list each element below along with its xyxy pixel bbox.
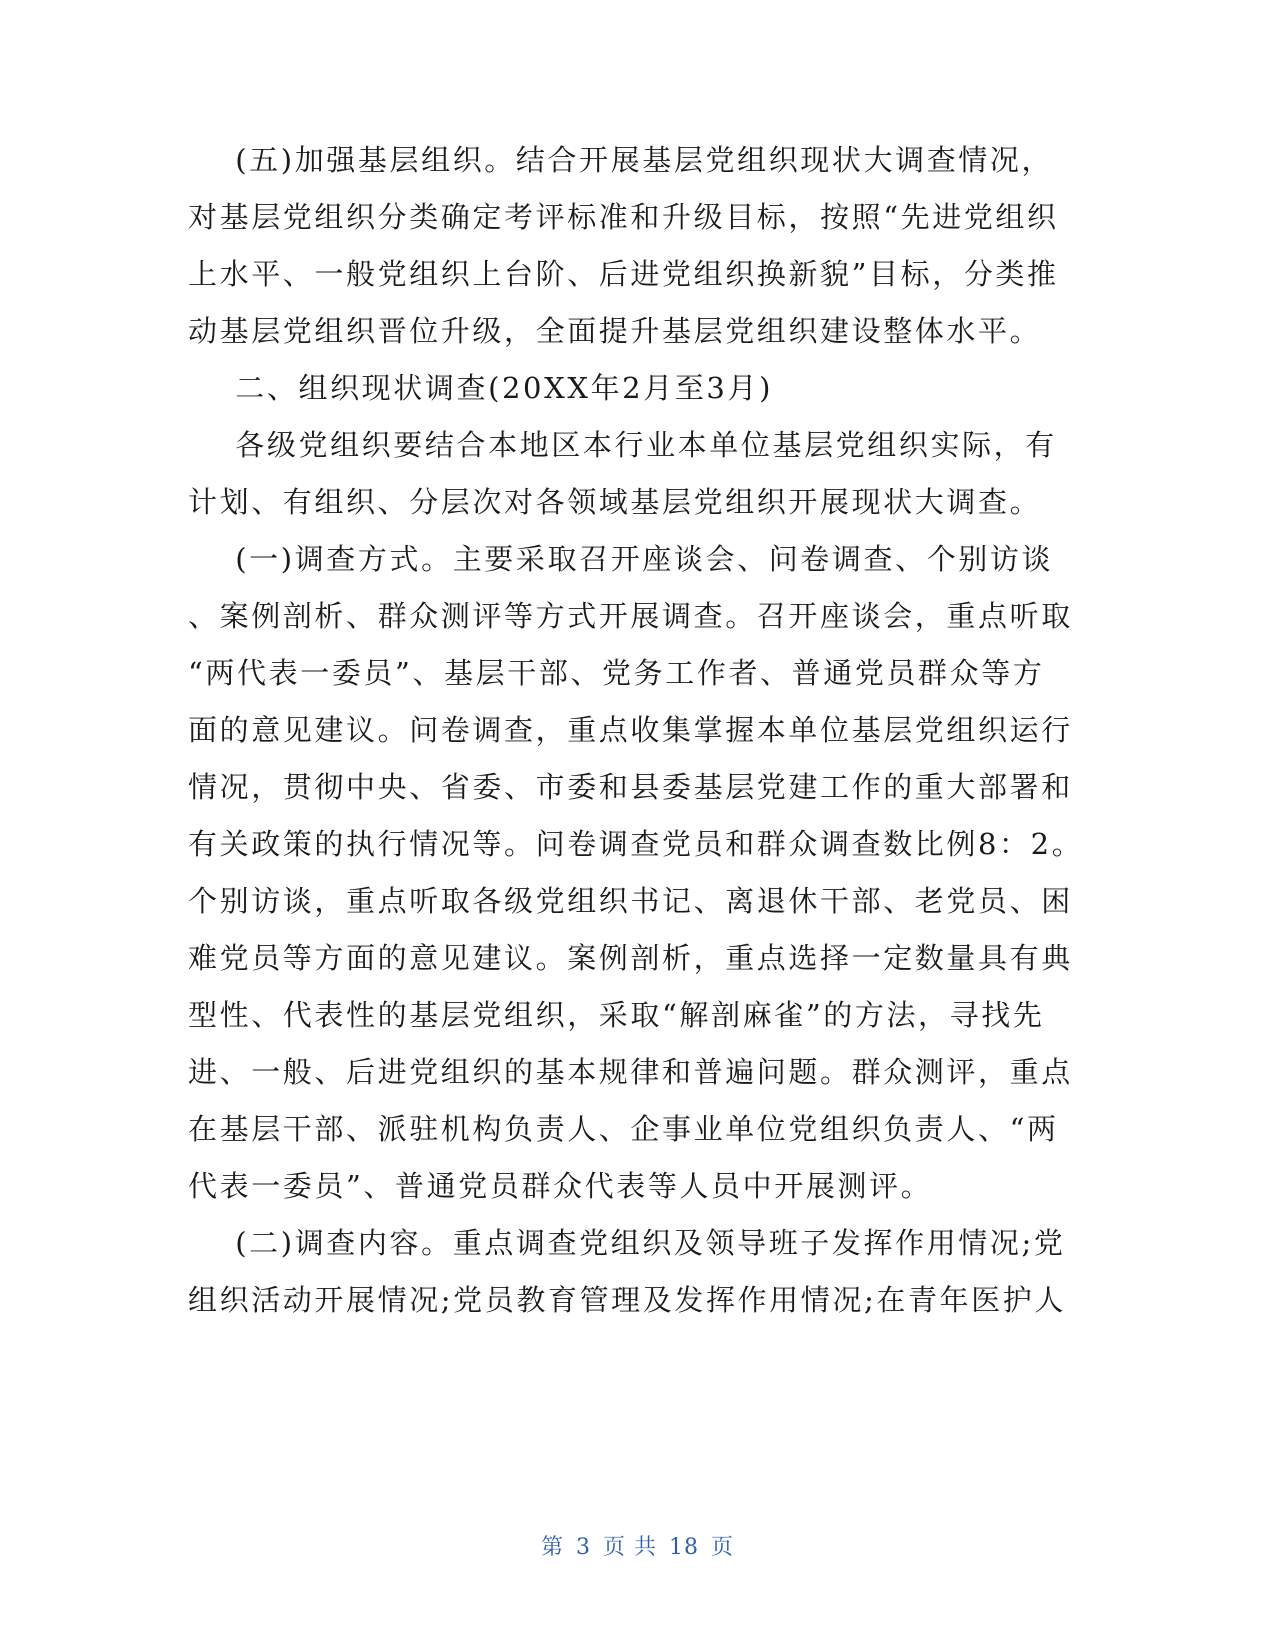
page-footer xyxy=(0,1530,1275,1561)
text-line: 有关政策的执行情况等。问卷调查党员和群众调查数比例8：2。 xyxy=(188,827,1084,861)
text-line: 动基层党组织晋位升级，全面提升基层党组织建设整体水平。 xyxy=(188,314,1042,348)
text-line: 计划、有组织、分层次对各领域基层党组织开展现状大调查。 xyxy=(188,485,1042,519)
text-line: (一)调查方式。主要采取召开座谈会、问卷调查、个别访谈 xyxy=(188,542,1054,576)
section-heading: 二、组织现状调查(20XX年2月至3月) xyxy=(188,371,773,405)
text-line: 代表一委员”、普通党员群众代表等人员中开展测评。 xyxy=(188,1169,933,1203)
text-line: 个别访谈，重点听取各级党组织书记、离退休干部、老党员、困 xyxy=(188,884,1073,918)
footer-prefix: 第 xyxy=(540,1535,564,1560)
text-line: 难党员等方面的意见建议。案例剖析，重点选择一定数量具有典 xyxy=(188,941,1073,975)
text-line: 面的意见建议。问卷调查，重点收集掌握本单位基层党组织运行 xyxy=(188,713,1073,747)
text-line: (五)加强基层组织。结合开展基层党组织现状大调查情况， xyxy=(188,143,1054,177)
text-line: 在基层干部、派驻机构负责人、企事业单位党组织负责人、“两 xyxy=(188,1112,1059,1146)
text-line: 组织活动开展情况;党员教育管理及发挥作用情况;在青年医护人 xyxy=(188,1283,1066,1317)
total-pages-number: 18 xyxy=(669,1535,699,1560)
text-line: 、案例剖析、群众测评等方式开展调查。召开座谈会，重点听取 xyxy=(188,599,1073,633)
text-line: (二)调查内容。重点调查党组织及领导班子发挥作用情况;党 xyxy=(188,1226,1066,1260)
text-line: 进、一般、后进党组织的基本规律和普遍问题。群众测评，重点 xyxy=(188,1055,1073,1089)
text-line: 上水平、一般党组织上台阶、后进党组织换新貌”目标，分类推 xyxy=(188,257,1059,291)
text-line: 对基层党组织分类确定考评标准和升级目标，按照“先进党组织 xyxy=(188,200,1059,234)
text-line: “两代表一委员”、基层干部、党务工作者、普通党员群众等方 xyxy=(188,656,1045,690)
footer-middle: 页 共 xyxy=(603,1535,657,1560)
footer-suffix: 页 xyxy=(711,1535,735,1560)
text-line: 型性、代表性的基层党组织，采取“解剖麻雀”的方法，寻找先 xyxy=(188,998,1045,1032)
current-page-number: 3 xyxy=(576,1535,591,1560)
text-line: 各级党组织要结合本地区本行业本单位基层党组织实际，有 xyxy=(188,428,1057,462)
text-line: 情况，贯彻中央、省委、市委和县委基层党建工作的重大部署和 xyxy=(188,770,1073,804)
